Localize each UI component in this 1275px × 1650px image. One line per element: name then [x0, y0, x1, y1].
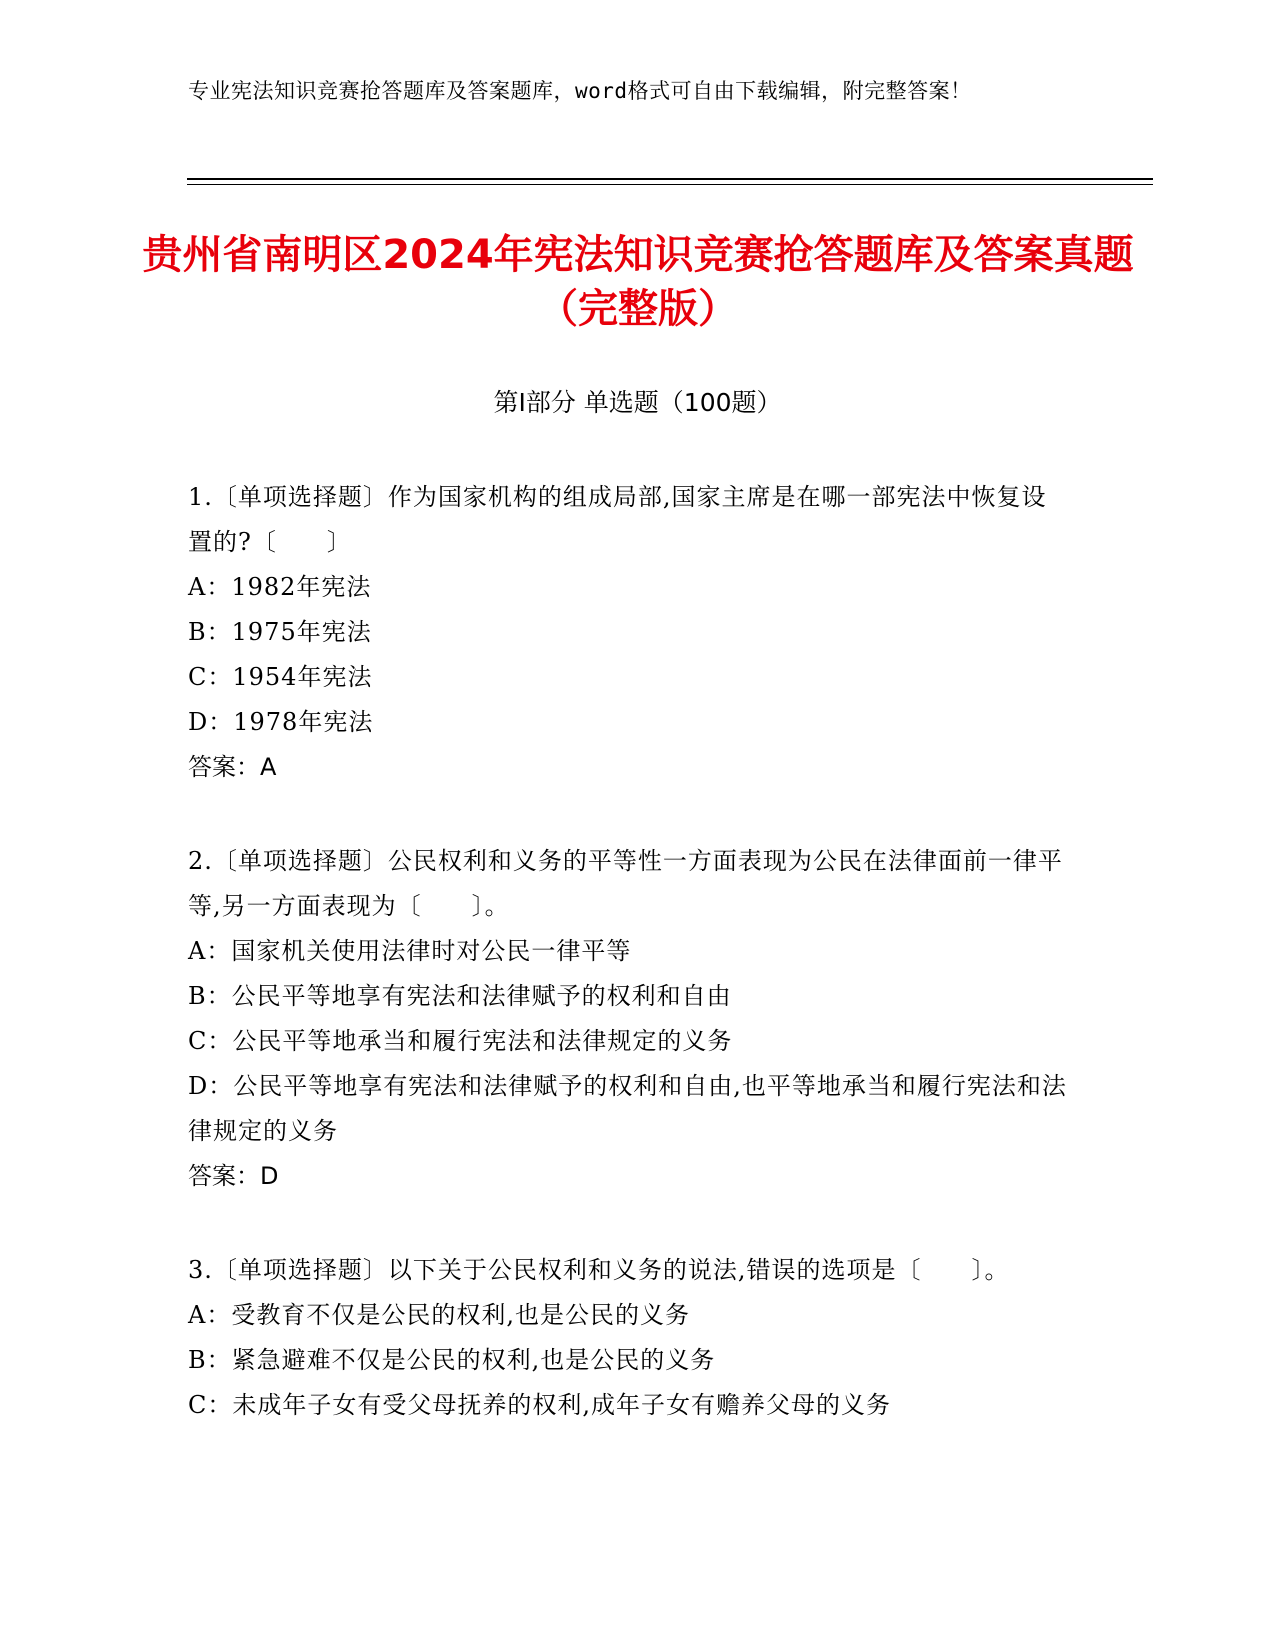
section-title: 第I部分 单选题（100题）	[493, 388, 782, 417]
option-b: B：公民平等地享有宪法和法律赋予的权利和自由	[188, 982, 732, 1010]
question-3	[188, 1248, 1068, 1428]
option-d: D：公民平等地享有宪法和法律赋予的权利和自由,也平等地承当和履行宪法和法律规定的义务	[188, 1072, 1067, 1145]
question-stem: 3.〔单项选择题〕以下关于公民权利和义务的说法,错误的选项是〔 〕。	[188, 1256, 1010, 1284]
option-b: B：紧急避难不仅是公民的权利,也是公民的义务	[188, 1346, 716, 1374]
answer: 答案：D	[188, 1162, 279, 1190]
question-stem: 1.〔单项选择题〕作为国家机构的组成局部,国家主席是在哪一部宪法中恢复设置的?〔 〕	[188, 483, 1047, 556]
option-c: C：公民平等地承当和履行宪法和法律规定的义务	[188, 1027, 733, 1055]
header-divider-thin	[187, 184, 1153, 185]
question-1	[188, 475, 1068, 790]
option-a: A：1982年宪法	[188, 573, 372, 601]
option-c: C：未成年子女有受父母抚养的权利,成年子女有赡养父母的义务	[188, 1391, 891, 1419]
question-stem: 2.〔单项选择题〕公民权利和义务的平等性一方面表现为公民在法律面前一律平等,另一方面表现为〔 〕。	[188, 847, 1063, 920]
header-note: 专业宪法知识竞赛抢答题库及答案题库，word格式可自由下载编辑，附完整答案！	[188, 79, 972, 103]
answer: 答案：A	[188, 753, 277, 781]
option-a: A：国家机关使用法律时对公民一律平等	[188, 937, 632, 965]
header-divider-thick	[187, 178, 1153, 180]
question-2	[188, 839, 1068, 1199]
document-title: 贵州省南明区2024年宪法知识竞赛抢答题库及答案真题（完整版）	[142, 232, 1134, 332]
option-d: D：1978年宪法	[188, 708, 374, 736]
option-c: C：1954年宪法	[188, 663, 373, 691]
option-a: A：受教育不仅是公民的权利,也是公民的义务	[188, 1301, 690, 1329]
option-b: B：1975年宪法	[188, 618, 372, 646]
